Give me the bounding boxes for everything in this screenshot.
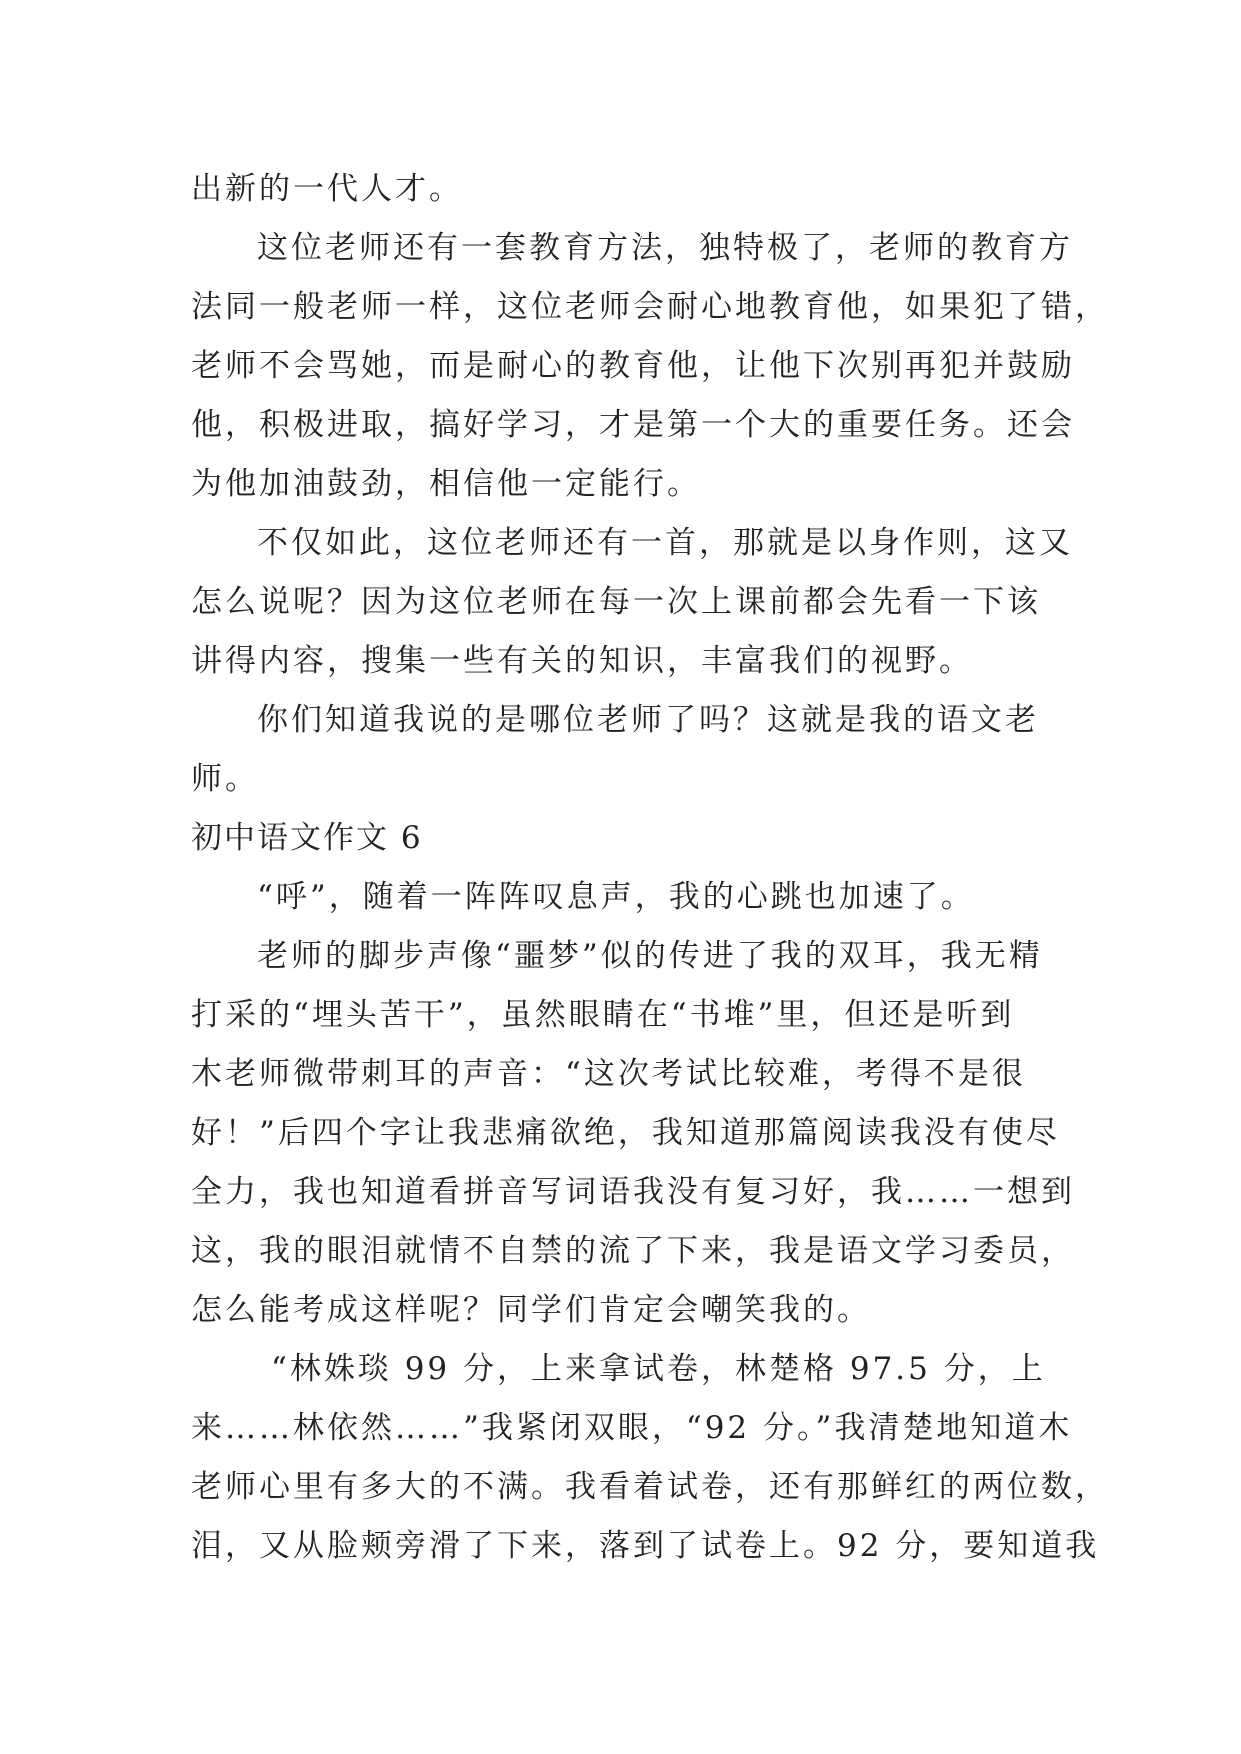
text-line: 好！”后四个字让我悲痛欲绝，我知道那篇阅读我没有使尽 (191, 1115, 1060, 1151)
text-line: 老师心里有多大的不满。我看着试卷，还有那鲜红的两位数， (191, 1469, 1109, 1505)
text-line: 不仅如此，这位老师还有一首，那就是以身作则，这又 (257, 525, 1073, 561)
text-line: 老师的脚步声像“噩梦”似的传进了我的双耳，我无精 (257, 938, 1043, 974)
text-line: “林姝琰 99 分，上来拿试卷，林楚格 97.5 分，上 (271, 1351, 1046, 1387)
text-line: 怎么能考成这样呢？同学们肯定会嘲笑我的。 (191, 1292, 871, 1328)
paragraph-continued (191, 160, 1061, 219)
text-line: 为他加油鼓劲，相信他一定能行。 (191, 466, 701, 502)
text-line: 来……林依然……”我紧闭双眼，“92 分。”我清楚地知道木 (191, 1410, 1073, 1446)
text-line: 法同一般老师一样，这位老师会耐心地教育他，如果犯了错， (191, 289, 1109, 325)
text-line: “呼”，随着一阵阵叹息声，我的心跳也加速了。 (257, 879, 975, 915)
text-line: 师。 (191, 761, 259, 797)
paragraph-scores (191, 1340, 1109, 1576)
section-title: 初中语文作文 6 (191, 820, 423, 856)
paragraph-sigh (191, 868, 1061, 927)
text-line: 出新的一代人才。 (191, 171, 463, 207)
paragraph-footsteps (191, 927, 1075, 1340)
text-line: 讲得内容，搜集一些有关的知识，丰富我们的视野。 (191, 643, 973, 679)
text-line: 打采的“埋头苦干”，虽然眼睛在“书堆”里，但还是听到 (191, 997, 1015, 1033)
text-line: 这位老师还有一套教育方法，独特极了，老师的教育方 (257, 230, 1073, 266)
text-line: 这，我的眼泪就情不自禁的流了下来，我是语文学习委员， (191, 1233, 1075, 1269)
text-line: 泪，又从脸颊旁滑了下来，落到了试卷上。92 分，要知道我 (191, 1528, 1100, 1564)
paragraph-leading-by-example (191, 514, 1073, 691)
text-line: 你们知道我说的是哪位老师了吗？这就是我的语文老 (257, 702, 1039, 738)
text-line: 他，积极进取，搞好学习，才是第一个大的重要任务。还会 (191, 407, 1075, 443)
document-body (191, 160, 1109, 1576)
text-line: 木老师微带刺耳的声音：“这次考试比较难，考得不是很 (191, 1056, 1026, 1092)
paragraph-teaching-method (191, 219, 1109, 514)
text-line: 怎么说呢？因为这位老师在每一次上课前都会先看一下该 (191, 584, 1041, 620)
section-heading (191, 809, 1061, 868)
text-line: 全力，我也知道看拼音写词语我没有复习好，我……一想到 (191, 1174, 1075, 1210)
paragraph-question (191, 691, 1061, 809)
text-line: 老师不会骂她，而是耐心的教育他，让他下次别再犯并鼓励 (191, 348, 1075, 384)
